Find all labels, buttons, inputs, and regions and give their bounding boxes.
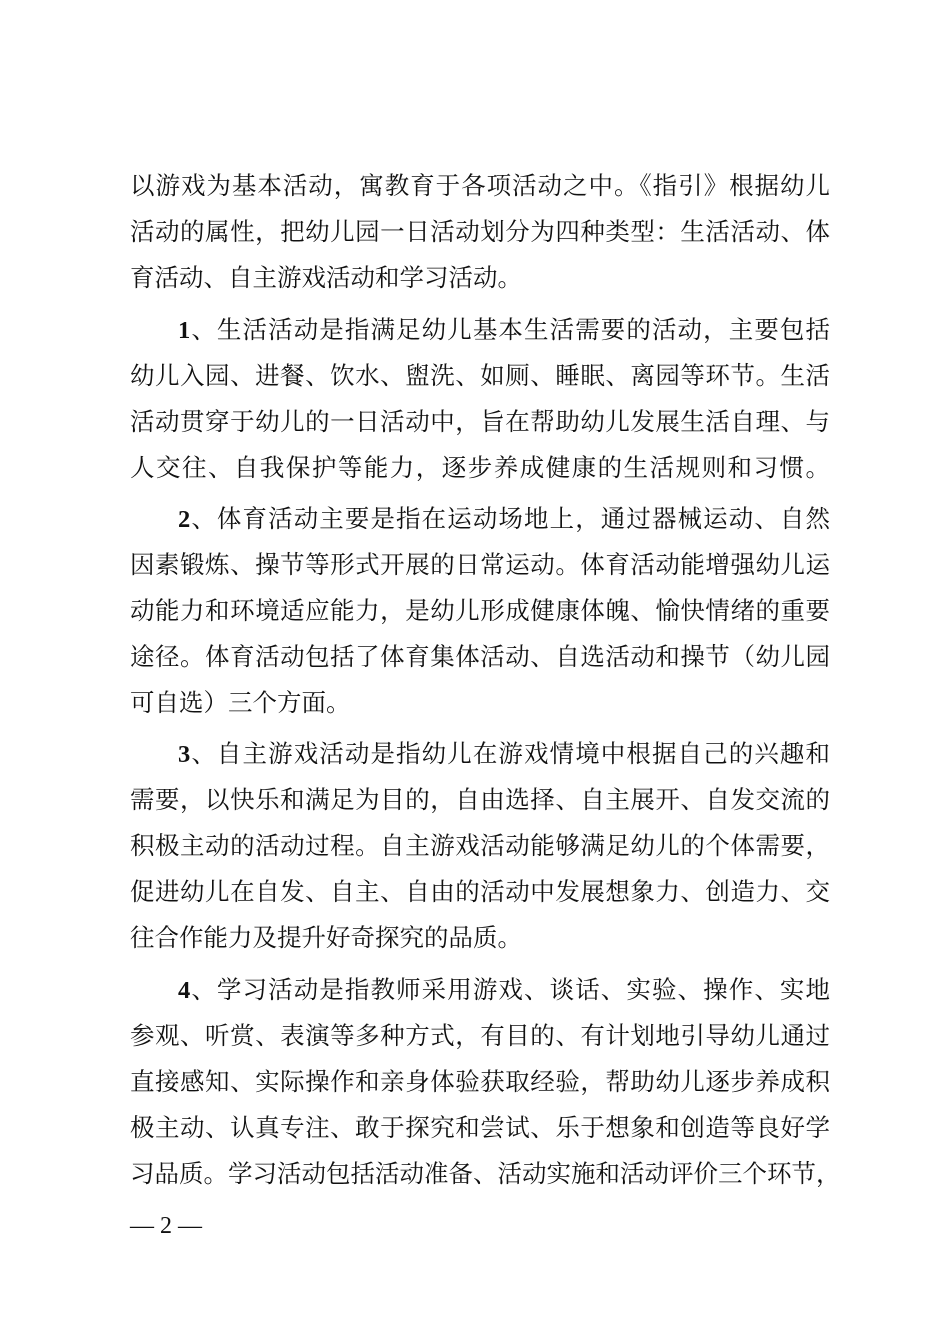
section-1-line-2: 幼儿入园、进餐、饮水、盥洗、如厕、睡眠、离园等环节。生活: [130, 361, 830, 390]
section-4-line-3: 直接感知、实际操作和亲身体验获取经验，帮助幼儿逐步养成积: [130, 1067, 830, 1096]
section-1-line-1-text: 、生活活动是指满足幼儿基本生活需要的活动，主要包括: [190, 315, 830, 344]
section-4-number: 4: [178, 977, 191, 1004]
section-2-line-3: 动能力和环境适应能力，是幼儿形成健康体魄、愉快情绪的重要: [130, 596, 830, 625]
section-2-line-5: 可自选）三个方面。: [130, 688, 351, 717]
section-1-line-3: 活动贯穿于幼儿的一日活动中，旨在帮助幼儿发展生活自理、与: [130, 407, 830, 436]
page-number: — 2 —: [130, 1213, 202, 1239]
section-3-line-1-text: 、自主游戏活动是指幼儿在游戏情境中根据自己的兴趣和: [190, 739, 830, 768]
section-3-line-1: [178, 740, 830, 769]
section-2-line-4: 途径。体育活动包括了体育集体活动、自选活动和操节（幼儿园: [130, 642, 830, 671]
section-2-line-1: [178, 505, 830, 534]
intro-line-2: 活动的属性，把幼儿园一日活动划分为四种类型：生活活动、体: [130, 217, 830, 246]
section-4-line-1: [178, 976, 830, 1005]
section-4-line-5: 习品质。学习活动包括活动准备、活动实施和活动评价三个环节，: [130, 1159, 841, 1188]
section-2-number: 2: [178, 506, 191, 533]
section-3-line-4: 促进幼儿在自发、自主、自由的活动中发展想象力、创造力、交: [130, 877, 830, 906]
section-2-line-1-text: 、体育活动主要是指在运动场地上，通过器械运动、自然: [190, 504, 830, 533]
section-3-number: 3: [178, 741, 191, 768]
intro-line-3: 育活动、自主游戏活动和学习活动。: [130, 263, 522, 292]
section-3-line-3: 积极主动的活动过程。自主游戏活动能够满足幼儿的个体需要，: [130, 831, 830, 860]
section-2-line-2: 因素锻炼、操节等形式开展的日常运动。体育活动能增强幼儿运: [130, 550, 830, 579]
intro-line-1: 以游戏为基本活动，寓教育于各项活动之中。《指引》根据幼儿: [130, 171, 830, 200]
section-1-line-4: 人交往、自我保护等能力，逐步养成健康的生活规则和习惯。: [130, 453, 830, 482]
section-3-line-2: 需要，以快乐和满足为目的，自由选择、自主展开、自发交流的: [130, 785, 830, 814]
section-4-line-2: 参观、听赏、表演等多种方式，有目的、有计划地引导幼儿通过: [130, 1021, 830, 1050]
section-3-line-5: 往合作能力及提升好奇探究的品质。: [130, 923, 522, 952]
section-4-line-4: 极主动、认真专注、敢于探究和尝试、乐于想象和创造等良好学: [130, 1113, 830, 1142]
section-1-number: 1: [178, 317, 191, 344]
section-1-line-1: [178, 316, 830, 345]
section-4-line-1-text: 、学习活动是指教师采用游戏、谈话、实验、操作、实地: [190, 975, 830, 1004]
